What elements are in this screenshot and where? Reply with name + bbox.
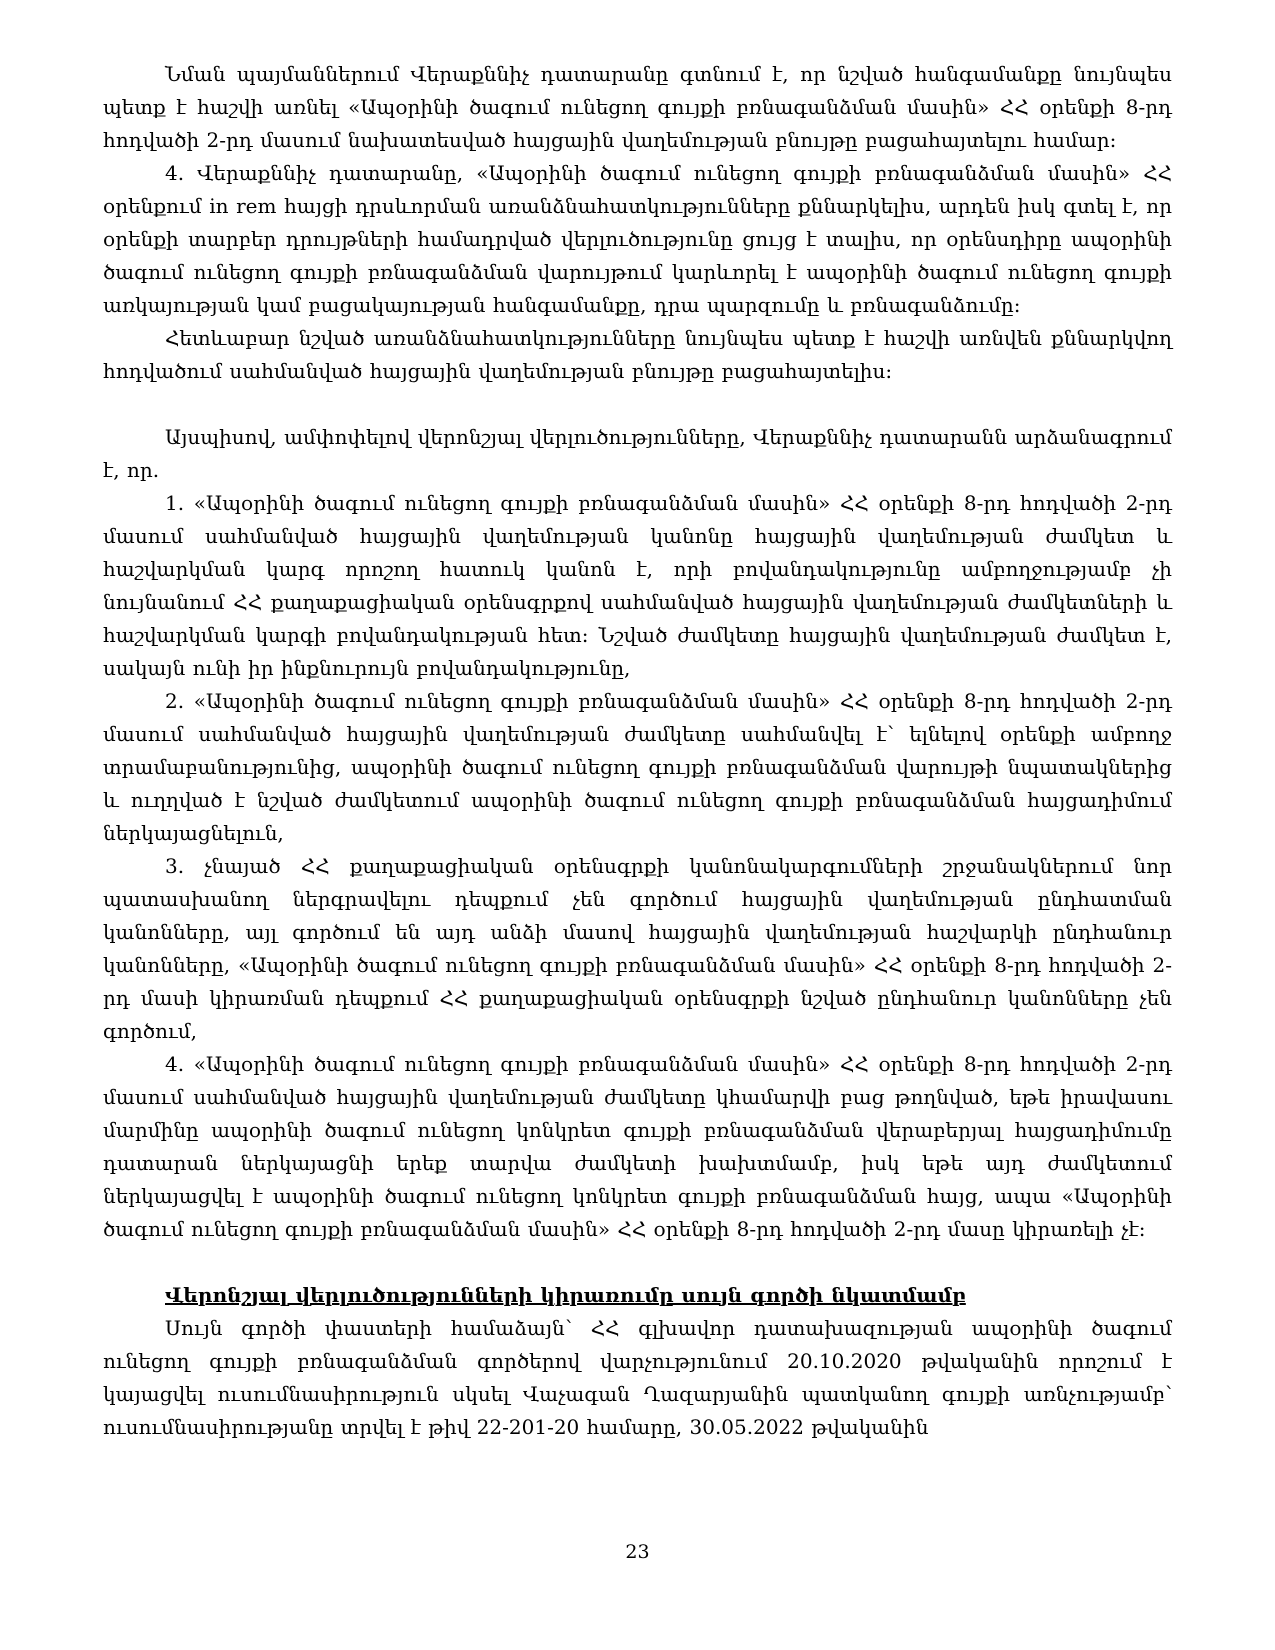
section-heading: Վերոնշյալ վերլուծությունների կիրառումը սույն գործի նկատմամբ (165, 1283, 966, 1307)
paragraph-point-4-analysis: 4. Վերաքննիչ դատարանը, «Ապօրինի ծագում ունեցող գույքի բռնագանձման մասին» ՀՀ օրենքում in rem հայցի դրսևորման առանձնահատկությունները քննարկելիս, արդեն իսկ գտել է, որ օրենքի տարբեր դրույթների համադրված վերլուծությունը ցույց է տալիս, որ օրենսդիրը ապօրինի ծագում ունեցող գույքի բռնագանձման վարույթում կարևորել է ապօրինի ծագում ունեցող գույքի առկայության կամ բացակայության հանգամանքը, դրա պարզումը և բռնագանձումը: (103, 161, 1172, 317)
paragraph-similar-conditions: Նման պայմաններում Վերաքննիչ դատարանը գտնում է, որ նշված հանգամանքը նույնպես պետք է հաշվի առնել «Ապօրինի ծագում ունեցող գույքի բռնագանձման մասին» ՀՀ օրենքի 8-րդ հոդվածի 2-րդ մասում նախատեսված հայցային վաղեմության բնույթը բացահայտելու համար: (103, 62, 1172, 152)
paragraph-conclusion-2: 2. «Ապօրինի ծագում ունեցող գույքի բռնագանձման մասին» ՀՀ օրենքի 8-րդ հոդվածի 2-րդ մասում սահմանված հայցային վաղեմության ժամկետը սահմանվել է՝ ելնելով օրենքի ամբողջ տրամաբանությունից, ապօրինի ծագում ունեցող գույքի բռնագանձման վարույթի նպատակներից և ուղղված է նշված ժամկետում ապօրինի ծագում ունեցող գույքի բռնագանձման հայցադիմում ներկայացնելուն, (103, 689, 1172, 845)
paragraph-conclusion-4: 4. «Ապօրինի ծագում ունեցող գույքի բռնագանձման մասին» ՀՀ օրենքի 8-րդ հոդվածի 2-րդ մասում սահմանված հայցային վաղեմության ժամկետը կհամարվի բաց թողնված, եթե իրավասու մարմինը ապօրինի ծագում ունեցող կոնկրետ գույքի բռնագանձման վերաբերյալ հայցադիմումը դատարան ներկայացնի երեք տարվա ժամկետի խախտմամբ, իսկ եթե այդ ժամկետում ներկայացվել է ապօրինի ծագում ունեցող կոնկրետ գույքի բռնագանձման հայց, ապա «Ապօրինի ծագում ունեցող գույքի բռնագանձման մասին» ՀՀ օրենքի 8-րդ հոդվածի 2-րդ մասը կիրառելի չէ: (103, 1052, 1172, 1241)
paragraph-conclusion-1: 1. «Ապօրինի ծագում ունեցող գույքի բռնագանձման մասին» ՀՀ օրենքի 8-րդ հոդվածի 2-րդ մասում սահմանված հայցային վաղեմության կանոնը հայցային վաղեմության ժամկետ և հաշվարկման կարգ որոշող հատուկ կանոն է, որի բովանդակությունը ամբողջությամբ չի նույնանում ՀՀ քաղաքացիական օրենսգրքով սահմանված հայցային վաղեմության ժամկետների և հաշվարկման կարգի բովանդակության հետ: Նշված ժամկետը հայցային վաղեմության ժամկետ է, սակայն ունի իր ինքնուրույն բովանդակությունը, (103, 491, 1172, 680)
paragraph-summary-intro: Այսպիսով, ամփոփելով վերոնշյալ վերլուծությունները, Վերաքննիչ դատարանն արձանագրում է, որ. (103, 425, 1172, 482)
paragraph-consequently: Հետևաբար նշված առանձնահատկությունները նույնպես պետք է հաշվի առնվեն քննարկվող հոդվածում սահմանված հայցային վաղեմության բնույթը բացահայտելիս: (103, 326, 1172, 383)
paragraph-conclusion-3: 3. չնայած ՀՀ քաղաքացիական օրենսգրքի կանոնակարգումների շրջանակներում նոր պատասխանող ներգրավելու դեպքում չեն գործում հայցային վաղեմության ընդհատման կանոնները, այլ գործում են այդ անձի մասով հայցային վաղեմության հաշվարկի ընդհանուր կանոնները, «Ապօրինի ծագում ունեցող գույքի բռնագանձման մասին» ՀՀ օրենքի 8-րդ հոդվածի 2-րդ մասի կիրառման դեպքում ՀՀ քաղաքացիական օրենսգրքի նշված ընդհանուր կանոնները չեն գործում, (103, 854, 1172, 1043)
page-number: 23 (625, 1541, 650, 1563)
paragraph-case-facts: Սույն գործի փաստերի համաձայն՝ ՀՀ գլխավոր դատախազության ապօրինի ծագում ունեցող գույքի բռնագանձման գործերով վարչությունում 20.10.2020 թվականին որոշում է կայացվել ուսումնասիրություն սկսել Վաչագան Ղազարյանին պատկանող գույքի առնչությամբ՝ ուսումնասիրությանը տրվել է թիվ 22-201-20 համարը, 30.05.2022 թվականին (103, 1316, 1172, 1439)
